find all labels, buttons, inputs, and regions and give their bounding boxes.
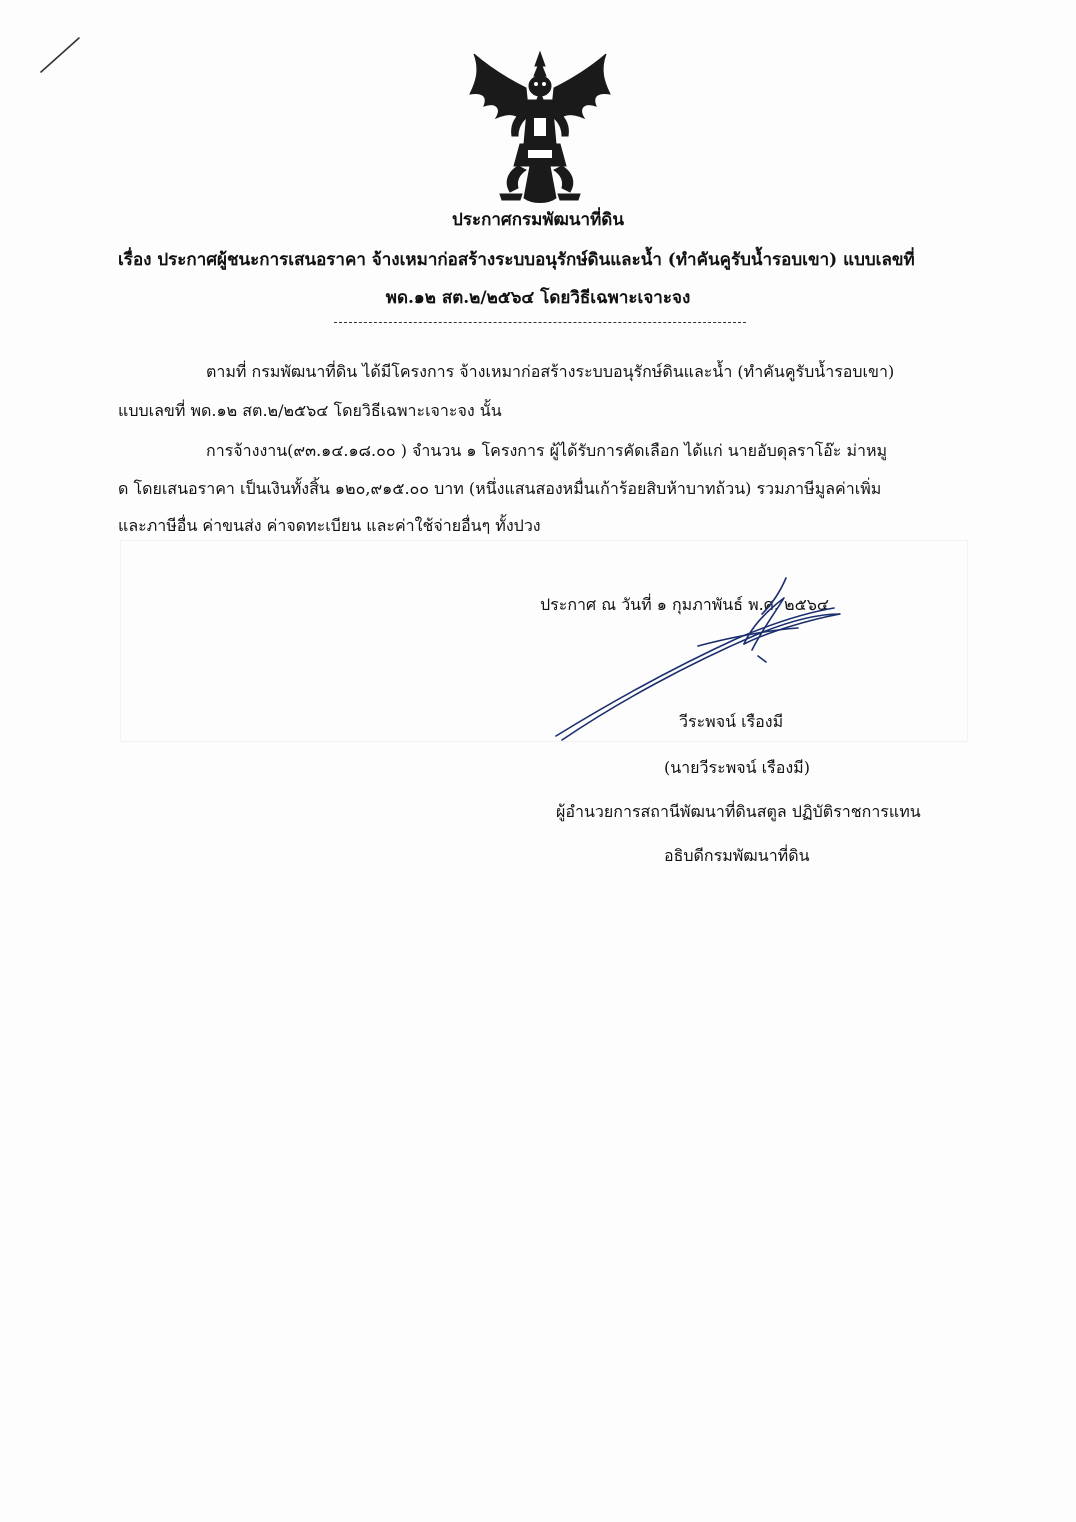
agency-heading: ประกาศกรมพัฒนาที่ดิน xyxy=(452,210,624,230)
signer-full-name: (นายวีระพจน์ เรืองมี) xyxy=(664,758,810,777)
dashed-separator xyxy=(334,322,746,323)
para2-line3: และภาษีอื่น ค่าขนส่ง ค่าจดทะเบียน และค่าใช้จ่ายอื่นๆ ทั้งปวง xyxy=(118,516,541,535)
subject-line-2: พด.๑๒ สต.๒/๒๕๖๔ โดยวิธีเฉพาะเจาะจง xyxy=(385,288,691,308)
subject-line-1: เรื่อง ประกาศผู้ชนะการเสนอราคา จ้างเหมาก่อสร้างระบบอนุรักษ์ดินและน้ำ (ทำคันคูรับน้ำรอบเขา) แบบเลขที่ xyxy=(118,250,915,270)
para2-line2: ด โดยเสนอราคา เป็นเงินทั้งสิ้น ๑๒๐,๙๑๕.๐๐ บาท (หนึ่งแสนสองหมื่นเก้าร้อยสิบห้าบาทถ้วน) รวมภาษีมูลค่าเพิ่ม xyxy=(118,479,882,498)
signer-position-line2: อธิบดีกรมพัฒนาที่ดิน xyxy=(664,846,810,865)
garuda-emblem-icon xyxy=(466,48,614,208)
para2-line1: การจ้างงาน(๙๓.๑๔.๑๘.๐๐ ) จำนวน ๑ โครงการ ผู้ได้รับการคัดเลือก ได้แก่ นายอับดุลราโอ๊ะ ม่าหมู xyxy=(206,441,888,460)
signed-name: วีระพจน์ เรืองมี xyxy=(679,712,784,731)
para1-line1: ตามที่ กรมพัฒนาที่ดิน ได้มีโครงการ จ้างเหมาก่อสร้างระบบอนุรักษ์ดินและน้ำ (ทำคันคูรับน้ำรอบเขา) xyxy=(206,362,895,381)
announce-date: ประกาศ ณ วันที่ ๑ กุมภาพันธ์ พ.ศ. ๒๕๖๔ xyxy=(540,595,829,614)
para1-line2: แบบเลขที่ พด.๑๒ สต.๒/๒๕๖๔ โดยวิธีเฉพาะเจาะจง นั้น xyxy=(118,401,502,420)
pen-stroke-mark xyxy=(38,34,82,76)
signer-position-line1: ผู้อำนวยการสถานีพัฒนาที่ดินสตูล ปฏิบัติราชการแทน xyxy=(556,802,921,821)
